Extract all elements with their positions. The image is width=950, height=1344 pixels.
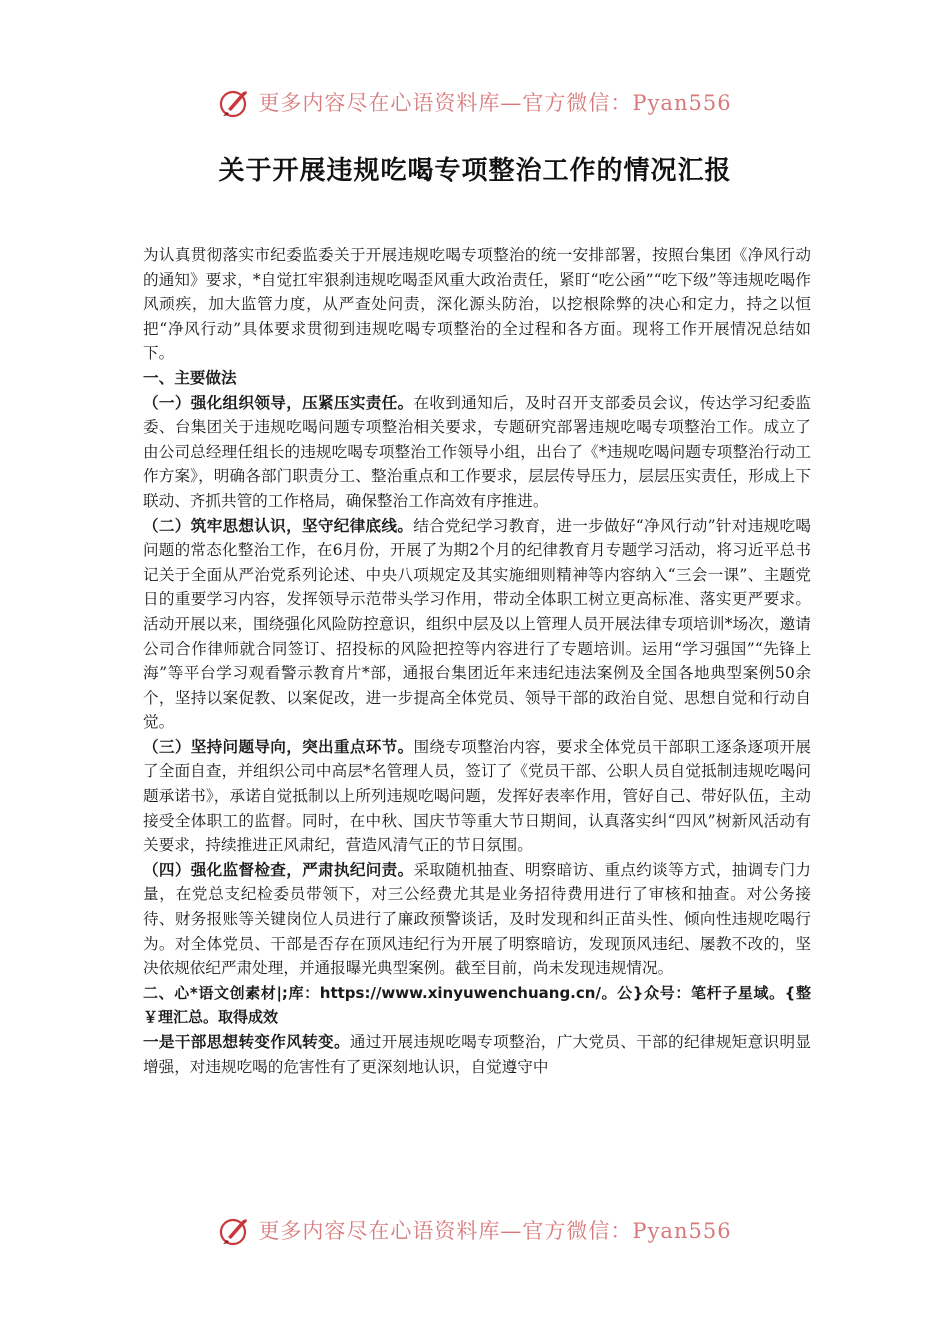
brush-logo-icon: [218, 85, 252, 119]
watermark-text: 更多内容尽在心语资料库—官方微信：Pyan556: [258, 91, 732, 115]
document-body: [143, 243, 811, 1079]
paragraph-3-body: 围绕专项整治内容，要求全体党员干部职工逐条逐项开展了全面自查，并组织公司中高层*名管理人员，签订了《党员干部、公职人员自觉抵制违规吃喝问题承诺书》，承诺自觉抵制以上所列违规吃喝问题，发挥好表率作用，管好自己、带好队伍，主动接受全体职工的监督。同时，在中秋、国庆节等重大节日期间，认真落实纠“四风”树新风活动有关要求，持续推进正风肃纪，营造风清气正的节日氛围。: [143, 737, 811, 855]
paragraph-2-body: 结合党纪学习教育，进一步做好“净风行动”针对违规吃喝问题的常态化整治工作，在6月份，开展了为期2个月的纪律教育月专题学习活动，将习近平总书记关于全面从严治党系列论述、中央八项规定及其实施细则精神等内容纳入“三会一课”、主题党日的重要学习内容，发挥领导示范带头学习作用，带动全体职工树立更高标准、落实更严要求。活动开展以来，围绕强化风险防控意识，组织中层及以上管理人员开展法律专项培训*场次，邀请公司合作律师就合同签订、招投标的风险把控等内容进行了专题培训。运用“学习强国”“先锋上海”等平台学习观看警示教育片*部，通报台集团近年来违纪违法案例及全国各地典型案例50余个，坚持以案促教、以案促改，进一步提高全体党员、领导干部的政治自觉、思想自觉和行动自觉。: [143, 516, 811, 732]
paragraph-1-body: 在收到通知后，及时召开支部委员会议，传达学习纪委监委、台集团关于违规吃喝问题专项整治相关要求，专题研究部署违规吃喝专项整治工作。成立了由公司总经理任组长的违规吃喝专项整治工作领导小组，出台了《*违规吃喝问题专项整治行动工作方案》，明确各部门职责分工、整治重点和工作要求，层层传导压力，层层压实责任，形成上下联动、齐抓共管的工作格局，确保整治工作高效有序推进。: [143, 393, 811, 510]
paragraph-4: [143, 858, 811, 981]
paragraph-3: [143, 735, 811, 858]
paragraph-4-heading: （四）强化监督检查，严肃执纪问责。: [143, 859, 414, 879]
paragraph-5: [143, 1030, 811, 1079]
paragraph-1-heading: （一）强化组织领导，压紧压实责任。: [143, 392, 414, 412]
paragraph-4-body: 采取随机抽查、明察暗访、重点约谈等方式，抽调专门力量，在党总支纪检委员带领下，对三公经费尤其是业务招待费用进行了审核和抽查。对公务接待、财务报账等关键岗位人员进行了廉政预警谈话，及时发现和纠正苗头性、倾向性违规吃喝行为。对全体党员、干部是否存在顶风违纪行为开展了明察暗访，发现顶风违纪、屡教不改的，坚决依规依纪严肃处理，并通报曝光典型案例。截至目前，尚未发现违规情况。: [143, 860, 811, 978]
intro-paragraph: 为认真贯彻落实市纪委监委关于开展违规吃喝专项整治的统一安排部署，按照台集团《净风行动的通知》要求，*自觉扛牢狠刹违规吃喝歪风重大政治责任，紧盯“吃公函”“吃下级”等违规吃喝作风顽疾，加大监管力度，从严查处问责，深化源头防治，以挖根除弊的决心和定力，持之以恒把“净风行动”具体要求贯彻到违规吃喝专项整治的全过程和各方面。现将工作开展情况总结如下。: [143, 246, 811, 363]
section-heading-1: 一、主要做法: [143, 367, 237, 387]
paragraph-5-body: 通过开展违规吃喝专项整治，广大党员、干部的纪律规矩意识明显增强，对违规吃喝的危害性有了更深刻地认识，自觉遵守中: [143, 1033, 811, 1076]
paragraph-1: [143, 391, 811, 514]
paragraph-3-heading: （三）坚持问题导向，突出重点环节。: [143, 736, 414, 756]
paragraph-5-heading: 一是干部思想转变作风转变。: [143, 1032, 350, 1051]
document-title: 关于开展违规吃喝专项整治工作的情况汇报: [218, 156, 732, 186]
brush-logo-icon: [218, 1213, 252, 1247]
paragraph-2-heading: （二）筑牢思想认识，坚守纪律底线。: [143, 515, 414, 535]
section-heading-2: 二、心*语文创素材|;库：https://www.xinyuwenchuang.cn/。公}众号：笔杆子星域。{整￥理汇总。取得成效: [143, 983, 811, 1027]
header-watermark: [0, 80, 950, 124]
watermark-text: 更多内容尽在心语资料库—官方微信：Pyan556: [258, 1219, 732, 1243]
paragraph-2: [143, 514, 811, 735]
footer-watermark: [0, 1208, 950, 1252]
